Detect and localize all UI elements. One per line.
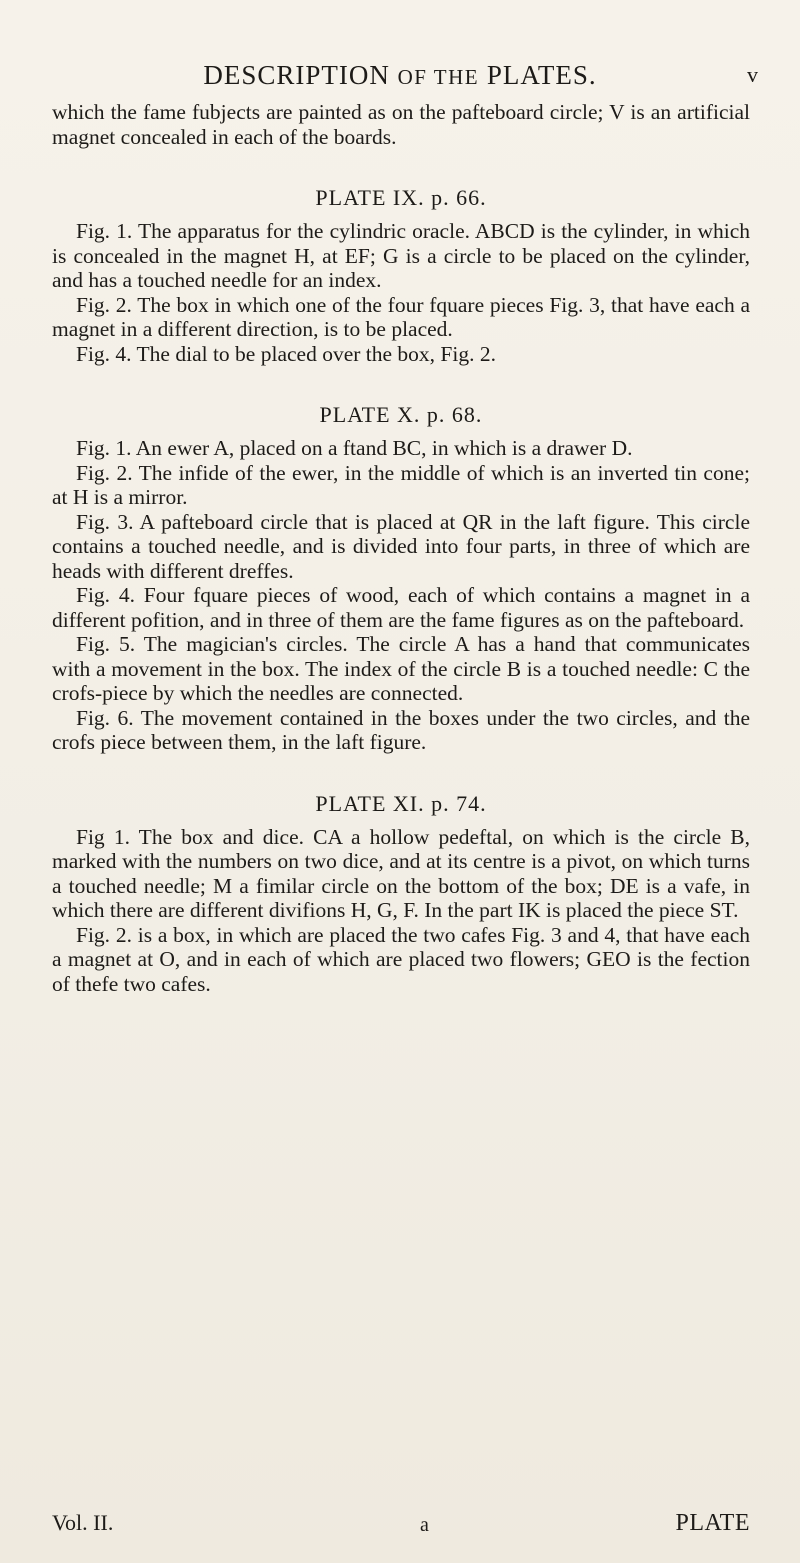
- plate-xi-heading: PLATE XI. p. 74.: [315, 790, 487, 816]
- plate-ix-fig-4: Fig. 4. The dial to be placed over the box, Fig. 2.: [76, 341, 496, 366]
- plate-x-fig-4: Fig. 4. Four fquare pieces of wood, each of which contains a magnet in a different pofition, and in three of them are the fame figures as on the pafteboard.: [52, 583, 750, 632]
- plate-x-fig-5: Fig. 5. The magician's circles. The circle A has a hand that communicates with a movement in the box. The index of the circle B is a touched needle: C the crofs-piece by which the needles are connected.: [52, 632, 750, 705]
- plate-xi-section: [52, 755, 750, 997]
- plate-x-fig-1: Fig. 1. An ewer A, placed on a ftand BC, in which is a drawer D.: [76, 436, 633, 460]
- plate-x-fig-2: Fig. 2. The infide of the ewer, in the middle of which is an inverted tin cone; at H is a mirror.: [52, 460, 750, 509]
- signature-mark: a: [420, 1514, 429, 1536]
- plate-xi-fig-2: Fig. 2. is a box, in which are placed the two cafes Fig. 3 and 4, that have each a magnet at O, and in each of which are placed two flowers; GEO is the fection of thefe two cafes.: [52, 922, 750, 996]
- plate-ix-section: [52, 149, 750, 366]
- intro-paragraph: which the fame fubjects are painted as on the pafteboard circle; V is an artificial magnet concealed in each of the boards.: [52, 100, 750, 149]
- running-head-of-the: OF THE: [397, 65, 480, 89]
- plate-ix-fig-2: Fig. 2. The box in which one of the four fquare pieces Fig. 3, that have each a magnet in a different direction, is to be placed.: [52, 292, 750, 341]
- plate-x-fig-6: Fig. 6. The movement contained in the boxes under the two circles, and the crofs piece between them, in the laft figure.: [52, 705, 750, 754]
- plate-ix-fig-1: Fig. 1. The apparatus for the cylindric oracle. ABCD is the cylinder, in which is concealed in the magnet H, at EF; G is a circle to be placed on the cylinder, and has a touched needle for an index.: [52, 219, 750, 292]
- running-head: [0, 60, 800, 91]
- plate-x-section: [52, 366, 750, 755]
- page-body: [52, 100, 750, 996]
- catchword: PLATE: [675, 1510, 750, 1536]
- running-head-title: DESCRIPTION: [203, 60, 390, 90]
- plate-xi-fig-1: Fig 1. The box and dice. CA a hollow pedeftal, on which is the circle B, marked with the numbers on two dice, and at its centre is a pivot, on which turns a touched needle; M a fimilar circle on the bottom of the box; DE is a vafe, in which there are different divifions H, G, F. In the part IK is placed the piece ST.: [52, 824, 750, 922]
- page-folio: v: [747, 62, 758, 87]
- running-head-plates: PLATES.: [486, 60, 597, 90]
- plate-ix-heading: PLATE IX. p. 66.: [315, 185, 487, 210]
- volume-label: Vol. II.: [52, 1510, 114, 1535]
- plate-x-heading: PLATE X. p. 68.: [319, 402, 483, 427]
- plate-x-fig-3: Fig. 3. A pafteboard circle that is placed at QR in the laft figure. This circle contains a touched needle, and is divided into four parts, in three of which are heads with different dreffes.: [52, 509, 750, 583]
